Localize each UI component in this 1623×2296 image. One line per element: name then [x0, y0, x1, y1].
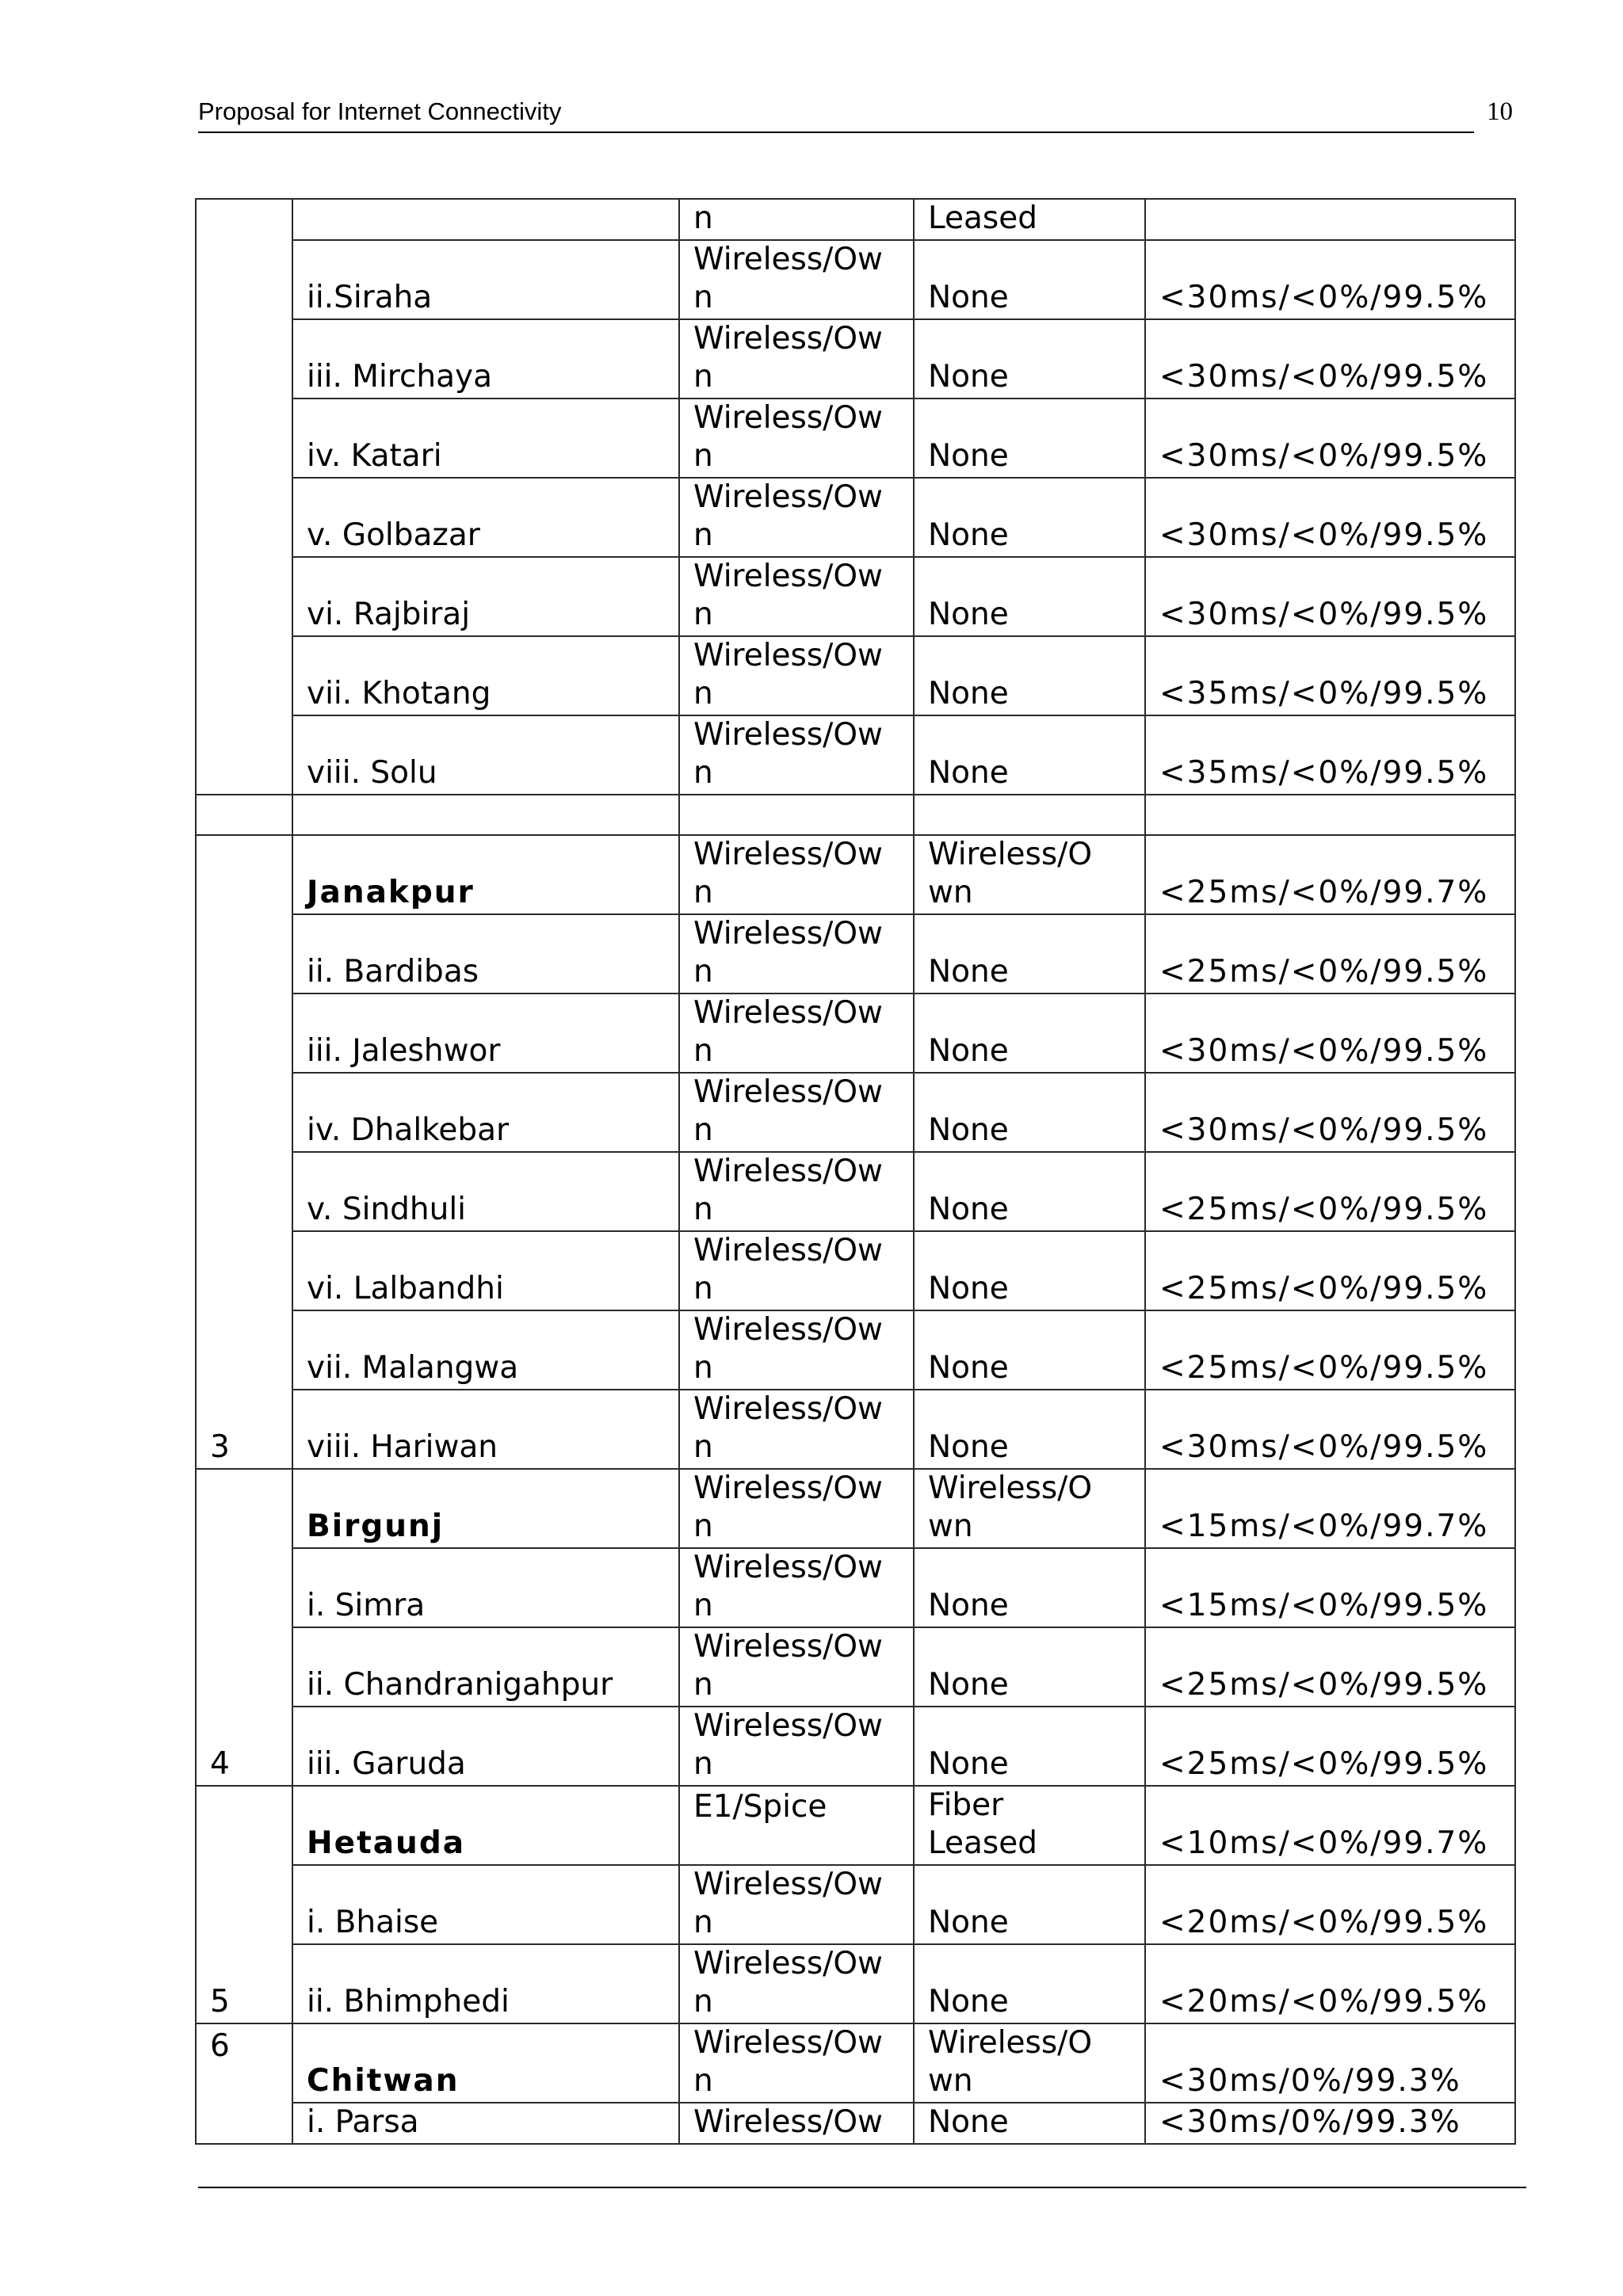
cell-backup-link — [914, 319, 1145, 399]
backup-link-line: wn — [928, 875, 973, 910]
cell-primary-link — [679, 557, 914, 636]
footer-rule — [198, 2187, 1526, 2188]
primary-link-line: Wireless/Ow — [693, 837, 883, 872]
location-hub-name: Hetauda — [307, 1825, 466, 1861]
primary-link-line: Wireless/Ow — [693, 321, 883, 357]
cell-number — [196, 1469, 292, 1786]
sla-metric-text: <20ms/<0%/99.5% — [1159, 1905, 1489, 1940]
location-name: iii. Garuda — [307, 1746, 466, 1782]
backup-link-line: None — [928, 1112, 1009, 1148]
primary-link-line: Wireless/Ow — [693, 638, 883, 673]
table-row — [196, 1469, 1515, 1548]
cell-backup-link — [914, 2103, 1145, 2144]
cell-backup-link — [914, 1786, 1145, 1865]
cell-primary-link — [679, 1944, 914, 2023]
sla-metric-text: <25ms/<0%/99.5% — [1159, 1667, 1489, 1703]
cell-number — [196, 835, 292, 1469]
table-row — [196, 1152, 1515, 1231]
cell-location — [292, 1310, 679, 1390]
connectivity-table — [195, 198, 1516, 2145]
sla-metric-text: <15ms/<0%/99.7% — [1159, 1508, 1489, 1544]
cell-primary-link — [679, 1469, 914, 1548]
header-title: Proposal for Internet Connectivity — [198, 97, 562, 125]
primary-link-line: Wireless/Ow — [693, 1312, 883, 1348]
cell-backup-link — [914, 994, 1145, 1073]
cell-primary-link — [679, 1310, 914, 1390]
backup-link-line: None — [928, 676, 1009, 711]
sla-metric-text: <30ms/<0%/99.5% — [1159, 1112, 1489, 1148]
table-row — [196, 1627, 1515, 1707]
cell-backup-link — [914, 1073, 1145, 1152]
cell-location — [292, 240, 679, 319]
sla-metric-text: <30ms/0%/99.3% — [1159, 2104, 1461, 2140]
connectivity-table-body — [196, 199, 1515, 2144]
table-row — [196, 478, 1515, 557]
cell-sla-metric — [1145, 636, 1515, 715]
table-row — [196, 636, 1515, 715]
primary-link-line: n — [693, 438, 713, 474]
location-name: ii. Chandranigahpur — [307, 1667, 613, 1703]
cell-backup-link — [914, 1469, 1145, 1548]
cell-location — [292, 636, 679, 715]
cell-sla-metric — [1145, 199, 1515, 240]
primary-link-line: n — [693, 2063, 713, 2099]
cell-backup-link — [914, 835, 1145, 914]
location-name: vii. Malangwa — [307, 1350, 519, 1386]
cell-backup-link — [914, 715, 1145, 795]
cell-primary-link — [679, 1548, 914, 1627]
cell-backup-link — [914, 1707, 1145, 1786]
sla-metric-text: <25ms/<0%/99.5% — [1159, 1350, 1489, 1386]
cell-primary-link — [679, 1390, 914, 1469]
primary-link-line: Wireless/Ow — [693, 1946, 883, 1981]
backup-link-line: None — [928, 280, 1009, 315]
backup-link-line: Wireless/O — [928, 837, 1093, 872]
primary-link-line: n — [693, 1271, 713, 1306]
table-row — [196, 1548, 1515, 1627]
location-name: ii.Siraha — [307, 280, 433, 315]
backup-link-line: None — [928, 1429, 1009, 1465]
sla-metric-text: <10ms/<0%/99.7% — [1159, 1825, 1489, 1861]
sla-metric-text: <30ms/<0%/99.5% — [1159, 1429, 1489, 1465]
cell-number-text: 5 — [210, 1984, 230, 2019]
table-row — [196, 1310, 1515, 1390]
primary-link-line: n — [693, 280, 713, 315]
table-row — [196, 319, 1515, 399]
location-name: iii. Mirchaya — [307, 359, 492, 395]
page-number: 10 — [1487, 97, 1513, 126]
cell-primary-link — [679, 478, 914, 557]
sla-metric-text: <30ms/0%/99.3% — [1159, 2063, 1461, 2099]
cell-location — [292, 1390, 679, 1469]
table-row — [196, 914, 1515, 994]
primary-link-line: n — [693, 1508, 713, 1544]
table-row — [196, 1231, 1515, 1310]
primary-link-line: n — [693, 1192, 713, 1227]
cell-sla-metric — [1145, 1390, 1515, 1469]
table-row — [196, 715, 1515, 795]
primary-link-line: n — [693, 200, 713, 236]
cell-number — [196, 795, 292, 835]
primary-link-line: Wireless/Ow — [693, 1074, 883, 1110]
cell-primary-link — [679, 1073, 914, 1152]
primary-link-line: Wireless/Ow — [693, 1867, 883, 1902]
sla-metric-text: <30ms/<0%/99.5% — [1159, 280, 1489, 315]
primary-link-line: E1/Spice — [693, 1789, 827, 1825]
backup-link-line: None — [928, 1033, 1009, 1069]
primary-link-line: n — [693, 676, 713, 711]
cell-sla-metric — [1145, 557, 1515, 636]
location-name: iv. Katari — [307, 438, 442, 474]
cell-location — [292, 715, 679, 795]
primary-link-line: Wireless/Ow — [693, 479, 883, 515]
location-name: v. Golbazar — [307, 517, 480, 553]
cell-sla-metric — [1145, 399, 1515, 478]
cell-primary-link — [679, 319, 914, 399]
primary-link-line: Wireless/Ow — [693, 559, 883, 594]
cell-location — [292, 1548, 679, 1627]
cell-backup-link — [914, 1310, 1145, 1390]
backup-link-line: wn — [928, 2063, 973, 2099]
cell-primary-link — [679, 1231, 914, 1310]
cell-location — [292, 557, 679, 636]
cell-sla-metric — [1145, 319, 1515, 399]
cell-sla-metric — [1145, 1627, 1515, 1707]
cell-sla-metric — [1145, 1865, 1515, 1944]
cell-primary-link — [679, 1786, 914, 1865]
cell-sla-metric — [1145, 1548, 1515, 1627]
sla-metric-text: <25ms/<0%/99.5% — [1159, 1746, 1489, 1782]
primary-link-line: n — [693, 597, 713, 632]
primary-link-line: Wireless/Ow — [693, 717, 883, 753]
primary-link-line: Wireless/Ow — [693, 2025, 883, 2061]
backup-link-line: None — [928, 1667, 1009, 1703]
location-name: vi. Lalbandhi — [307, 1271, 504, 1306]
backup-link-line: None — [928, 1984, 1009, 2019]
cell-location — [292, 1152, 679, 1231]
location-hub-name: Janakpur — [307, 875, 475, 910]
cell-location — [292, 399, 679, 478]
primary-link-line: n — [693, 1588, 713, 1623]
sla-metric-text: <25ms/<0%/99.5% — [1159, 954, 1489, 990]
cell-backup-link — [914, 2023, 1145, 2103]
cell-location — [292, 1469, 679, 1548]
cell-sla-metric — [1145, 1231, 1515, 1310]
primary-link-line: n — [693, 1984, 713, 2019]
cell-number — [196, 199, 292, 795]
sla-metric-text: <25ms/<0%/99.7% — [1159, 875, 1489, 910]
primary-link-line: n — [693, 875, 713, 910]
table-row — [196, 1786, 1515, 1865]
cell-location — [292, 1865, 679, 1944]
primary-link-line: n — [693, 359, 713, 395]
cell-backup-link — [914, 1548, 1145, 1627]
cell-primary-link — [679, 199, 914, 240]
cell-backup-link — [914, 1944, 1145, 2023]
cell-location — [292, 199, 679, 240]
cell-location — [292, 914, 679, 994]
cell-backup-link — [914, 795, 1145, 835]
cell-backup-link — [914, 199, 1145, 240]
table-row — [196, 240, 1515, 319]
primary-link-line: n — [693, 1350, 713, 1386]
cell-sla-metric — [1145, 795, 1515, 835]
backup-link-line: Wireless/O — [928, 1470, 1093, 1506]
cell-location — [292, 1073, 679, 1152]
cell-sla-metric — [1145, 2103, 1515, 2144]
sla-metric-text: <25ms/<0%/99.5% — [1159, 1271, 1489, 1306]
cell-primary-link — [679, 715, 914, 795]
primary-link-line: Wireless/Ow — [693, 995, 883, 1031]
location-name: ii. Bardibas — [307, 954, 479, 990]
cell-sla-metric — [1145, 715, 1515, 795]
cell-location — [292, 795, 679, 835]
location-name: vi. Rajbiraj — [307, 597, 471, 632]
cell-number-text: 3 — [210, 1429, 230, 1465]
cell-primary-link — [679, 2023, 914, 2103]
cell-sla-metric — [1145, 1944, 1515, 2023]
header-rule — [198, 132, 1474, 133]
backup-link-line: Fiber — [928, 1787, 1004, 1823]
table-row — [196, 1944, 1515, 2023]
primary-link-line: Wireless/Ow — [693, 1708, 883, 1744]
cell-primary-link — [679, 1152, 914, 1231]
backup-link-line: None — [928, 1588, 1009, 1623]
backup-link-line: Leased — [928, 1825, 1038, 1861]
backup-link-line: None — [928, 1905, 1009, 1940]
table-row — [196, 1865, 1515, 1944]
backup-link-line: None — [928, 517, 1009, 553]
sla-metric-text: <25ms/<0%/99.5% — [1159, 1192, 1489, 1227]
location-name: vii. Khotang — [307, 676, 491, 711]
backup-link-line: Wireless/O — [928, 2025, 1093, 2061]
cell-location — [292, 1231, 679, 1310]
cell-sla-metric — [1145, 1152, 1515, 1231]
cell-number — [196, 1786, 292, 2023]
backup-link-line: None — [928, 2104, 1009, 2140]
backup-link-line: None — [928, 359, 1009, 395]
cell-primary-link — [679, 1865, 914, 1944]
primary-link-line: Wireless/Ow — [693, 1233, 883, 1268]
cell-backup-link — [914, 399, 1145, 478]
cell-sla-metric — [1145, 240, 1515, 319]
location-hub-name: Birgunj — [307, 1508, 445, 1544]
cell-sla-metric — [1145, 1707, 1515, 1786]
primary-link-line: n — [693, 1667, 713, 1703]
primary-link-line: n — [693, 1746, 713, 1782]
cell-backup-link — [914, 1390, 1145, 1469]
table-row — [196, 795, 1515, 835]
primary-link-line: n — [693, 954, 713, 990]
backup-link-line: Leased — [928, 200, 1038, 236]
cell-sla-metric — [1145, 994, 1515, 1073]
cell-backup-link — [914, 1865, 1145, 1944]
cell-primary-link — [679, 399, 914, 478]
sla-metric-text: <20ms/<0%/99.5% — [1159, 1984, 1489, 2019]
cell-primary-link — [679, 1707, 914, 1786]
cell-primary-link — [679, 636, 914, 715]
primary-link-line: n — [693, 1905, 713, 1940]
location-name: v. Sindhuli — [307, 1192, 467, 1227]
table-row — [196, 1390, 1515, 1469]
location-name: iv. Dhalkebar — [307, 1112, 510, 1148]
cell-primary-link — [679, 240, 914, 319]
table-row — [196, 2023, 1515, 2103]
cell-primary-link — [679, 835, 914, 914]
cell-backup-link — [914, 240, 1145, 319]
backup-link-line: wn — [928, 1508, 973, 1544]
backup-link-line: None — [928, 1271, 1009, 1306]
cell-backup-link — [914, 557, 1145, 636]
cell-location — [292, 994, 679, 1073]
sla-metric-text: <15ms/<0%/99.5% — [1159, 1588, 1489, 1623]
cell-sla-metric — [1145, 1469, 1515, 1548]
table-row — [196, 557, 1515, 636]
sla-metric-text: <30ms/<0%/99.5% — [1159, 1033, 1489, 1069]
cell-location — [292, 1707, 679, 1786]
table-row — [196, 1073, 1515, 1152]
sla-metric-text: <30ms/<0%/99.5% — [1159, 597, 1489, 632]
primary-link-line: Wireless/Ow — [693, 1154, 883, 1189]
cell-backup-link — [914, 914, 1145, 994]
backup-link-line: None — [928, 1350, 1009, 1386]
cell-primary-link — [679, 2103, 914, 2144]
primary-link-line: n — [693, 755, 713, 791]
cell-location — [292, 319, 679, 399]
location-name: viii. Hariwan — [307, 1429, 498, 1465]
primary-link-line: Wireless/Ow — [693, 242, 883, 277]
cell-sla-metric — [1145, 835, 1515, 914]
table-row — [196, 399, 1515, 478]
backup-link-line: None — [928, 438, 1009, 474]
cell-location — [292, 1627, 679, 1707]
sla-metric-text: <30ms/<0%/99.5% — [1159, 517, 1489, 553]
location-name: i. Bhaise — [307, 1905, 439, 1940]
primary-link-line: n — [693, 1429, 713, 1465]
backup-link-line: None — [928, 1192, 1009, 1227]
cell-sla-metric — [1145, 2023, 1515, 2103]
cell-backup-link — [914, 636, 1145, 715]
location-name: i. Parsa — [307, 2104, 419, 2140]
primary-link-line: Wireless/Ow — [693, 916, 883, 952]
table-row — [196, 994, 1515, 1073]
primary-link-line: Wireless/Ow — [693, 1391, 883, 1427]
cell-location — [292, 835, 679, 914]
backup-link-line: None — [928, 954, 1009, 990]
cell-sla-metric — [1145, 478, 1515, 557]
location-name: i. Simra — [307, 1588, 426, 1623]
cell-location — [292, 1786, 679, 1865]
cell-backup-link — [914, 1231, 1145, 1310]
cell-backup-link — [914, 478, 1145, 557]
backup-link-line: None — [928, 755, 1009, 791]
cell-sla-metric — [1145, 914, 1515, 994]
cell-primary-link — [679, 795, 914, 835]
cell-sla-metric — [1145, 1786, 1515, 1865]
cell-primary-link — [679, 994, 914, 1073]
table-row — [196, 2103, 1515, 2144]
primary-link-line: Wireless/Ow — [693, 400, 883, 436]
table-row — [196, 199, 1515, 240]
cell-primary-link — [679, 1627, 914, 1707]
location-hub-name: Chitwan — [307, 2063, 460, 2099]
cell-location — [292, 2023, 679, 2103]
sla-metric-text: <30ms/<0%/99.5% — [1159, 359, 1489, 395]
primary-link-line: n — [693, 517, 713, 553]
table-row — [196, 835, 1515, 914]
backup-link-line: None — [928, 1746, 1009, 1782]
location-name: iii. Jaleshwor — [307, 1033, 501, 1069]
sla-metric-text: <35ms/<0%/99.5% — [1159, 755, 1489, 791]
sla-metric-text: <35ms/<0%/99.5% — [1159, 676, 1489, 711]
primary-link-line: Wireless/Ow — [693, 2104, 883, 2140]
backup-link-line: None — [928, 597, 1009, 632]
cell-location — [292, 1944, 679, 2023]
cell-sla-metric — [1145, 1310, 1515, 1390]
location-name: viii. Solu — [307, 755, 437, 791]
primary-link-line: Wireless/Ow — [693, 1629, 883, 1665]
cell-number-text: 4 — [210, 1746, 230, 1782]
location-name: ii. Bhimphedi — [307, 1984, 510, 2019]
cell-primary-link — [679, 914, 914, 994]
primary-link-line: n — [693, 1112, 713, 1148]
cell-number-text: 6 — [210, 2028, 230, 2064]
cell-location — [292, 2103, 679, 2144]
cell-location — [292, 478, 679, 557]
primary-link-line: Wireless/Ow — [693, 1470, 883, 1506]
table-row — [196, 1707, 1515, 1786]
cell-backup-link — [914, 1152, 1145, 1231]
sla-metric-text: <30ms/<0%/99.5% — [1159, 438, 1489, 474]
cell-backup-link — [914, 1627, 1145, 1707]
primary-link-line: Wireless/Ow — [693, 1550, 883, 1585]
cell-number — [196, 2023, 292, 2144]
cell-sla-metric — [1145, 1073, 1515, 1152]
primary-link-line: n — [693, 1033, 713, 1069]
